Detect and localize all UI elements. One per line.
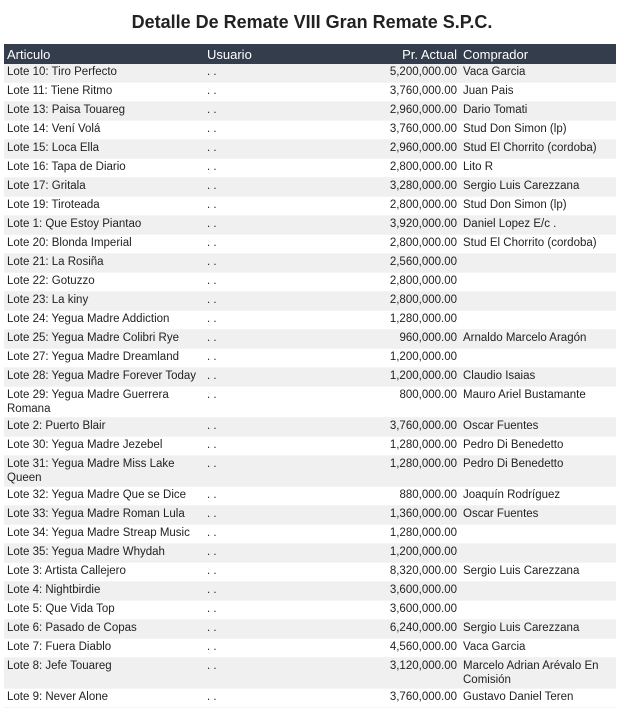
- cell-articulo: Lote 31: Yegua Madre Miss Lake Queen: [4, 456, 204, 487]
- cell-usuario: . .: [204, 456, 336, 487]
- cell-usuario: . .: [204, 620, 336, 639]
- cell-comprador: Dario Tomati: [460, 102, 616, 121]
- auction-table: [4, 44, 616, 708]
- cell-articulo: Lote 21: La Rosiña: [4, 254, 204, 273]
- cell-comprador: Juan Pais: [460, 83, 616, 102]
- cell-usuario: . .: [204, 159, 336, 178]
- cell-precio: 1,360,000.00: [336, 506, 460, 525]
- cell-usuario: . .: [204, 563, 336, 582]
- column-header-usuario[interactable]: Usuario: [204, 44, 336, 64]
- cell-precio: 8,320,000.00: [336, 563, 460, 582]
- cell-comprador: Daniel Lopez E/c .: [460, 216, 616, 235]
- table-row[interactable]: [4, 689, 616, 708]
- table-row[interactable]: [4, 418, 616, 437]
- cell-precio: 1,200,000.00: [336, 368, 460, 387]
- cell-articulo: Lote 15: Loca Ella: [4, 140, 204, 159]
- cell-articulo: Lote 33: Yegua Madre Roman Lula: [4, 506, 204, 525]
- cell-precio: 960,000.00: [336, 330, 460, 349]
- cell-usuario: . .: [204, 387, 336, 418]
- cell-precio: 1,200,000.00: [336, 349, 460, 368]
- cell-comprador: [460, 601, 616, 620]
- table-row[interactable]: [4, 506, 616, 525]
- table-row[interactable]: [4, 330, 616, 349]
- table-row[interactable]: [4, 178, 616, 197]
- cell-precio: 2,800,000.00: [336, 235, 460, 254]
- cell-precio: 3,600,000.00: [336, 601, 460, 620]
- cell-articulo: Lote 6: Pasado de Copas: [4, 620, 204, 639]
- cell-comprador: Joaquín Rodríguez: [460, 487, 616, 506]
- cell-usuario: . .: [204, 83, 336, 102]
- cell-comprador: Oscar Fuentes: [460, 506, 616, 525]
- cell-usuario: . .: [204, 292, 336, 311]
- cell-precio: 3,760,000.00: [336, 689, 460, 708]
- cell-usuario: . .: [204, 216, 336, 235]
- cell-usuario: . .: [204, 658, 336, 689]
- cell-comprador: [460, 292, 616, 311]
- cell-comprador: Stud Don Simon (lp): [460, 121, 616, 140]
- cell-articulo: Lote 14: Vení Volá: [4, 121, 204, 140]
- cell-articulo: Lote 27: Yegua Madre Dreamland: [4, 349, 204, 368]
- cell-comprador: Claudio Isaias: [460, 368, 616, 387]
- cell-usuario: . .: [204, 418, 336, 437]
- cell-comprador: [460, 525, 616, 544]
- table-row[interactable]: [4, 273, 616, 292]
- cell-precio: 1,280,000.00: [336, 456, 460, 487]
- cell-articulo: Lote 8: Jefe Touareg: [4, 658, 204, 689]
- cell-usuario: . .: [204, 254, 336, 273]
- table-row[interactable]: [4, 544, 616, 563]
- cell-articulo: Lote 30: Yegua Madre Jezebel: [4, 437, 204, 456]
- cell-precio: 2,960,000.00: [336, 140, 460, 159]
- column-header-comprador[interactable]: Comprador: [460, 44, 616, 64]
- cell-usuario: . .: [204, 330, 336, 349]
- cell-usuario: . .: [204, 178, 336, 197]
- table-row[interactable]: [4, 368, 616, 387]
- table-row[interactable]: [4, 311, 616, 330]
- cell-comprador: Arnaldo Marcelo Aragón: [460, 330, 616, 349]
- cell-precio: 3,600,000.00: [336, 582, 460, 601]
- table-row[interactable]: [4, 349, 616, 368]
- table-row[interactable]: [4, 525, 616, 544]
- cell-articulo: Lote 19: Tiroteada: [4, 197, 204, 216]
- cell-usuario: . .: [204, 273, 336, 292]
- cell-articulo: Lote 34: Yegua Madre Streap Music: [4, 525, 204, 544]
- cell-precio: 2,560,000.00: [336, 254, 460, 273]
- cell-comprador: Stud El Chorrito (cordoba): [460, 140, 616, 159]
- cell-precio: 3,760,000.00: [336, 418, 460, 437]
- cell-precio: 800,000.00: [336, 387, 460, 418]
- table-row[interactable]: [4, 197, 616, 216]
- cell-usuario: . .: [204, 368, 336, 387]
- cell-articulo: Lote 7: Fuera Diablo: [4, 639, 204, 658]
- table-row[interactable]: [4, 487, 616, 506]
- cell-articulo: Lote 5: Que Vida Top: [4, 601, 204, 620]
- cell-comprador: [460, 311, 616, 330]
- cell-articulo: Lote 10: Tiro Perfecto: [4, 64, 204, 83]
- cell-comprador: [460, 582, 616, 601]
- table-row[interactable]: [4, 102, 616, 121]
- cell-usuario: . .: [204, 544, 336, 563]
- table-row[interactable]: [4, 658, 616, 689]
- cell-precio: 2,800,000.00: [336, 197, 460, 216]
- cell-articulo: Lote 11: Tiene Ritmo: [4, 83, 204, 102]
- cell-comprador: Vaca Garcia: [460, 64, 616, 83]
- cell-usuario: . .: [204, 197, 336, 216]
- cell-usuario: . .: [204, 437, 336, 456]
- cell-comprador: Stud El Chorrito (cordoba): [460, 235, 616, 254]
- cell-comprador: Mauro Ariel Bustamante: [460, 387, 616, 418]
- cell-articulo: Lote 24: Yegua Madre Addiction: [4, 311, 204, 330]
- cell-comprador: Pedro Di Benedetto: [460, 456, 616, 487]
- cell-precio: 3,760,000.00: [336, 121, 460, 140]
- cell-usuario: . .: [204, 235, 336, 254]
- table-row[interactable]: [4, 254, 616, 273]
- cell-precio: 2,960,000.00: [336, 102, 460, 121]
- cell-precio: 3,760,000.00: [336, 83, 460, 102]
- cell-precio: 1,280,000.00: [336, 311, 460, 330]
- cell-usuario: . .: [204, 140, 336, 159]
- cell-usuario: . .: [204, 582, 336, 601]
- cell-usuario: . .: [204, 639, 336, 658]
- cell-precio: 2,800,000.00: [336, 292, 460, 311]
- table-row[interactable]: [4, 83, 616, 102]
- cell-precio: 4,560,000.00: [336, 639, 460, 658]
- cell-articulo: Lote 22: Gotuzzo: [4, 273, 204, 292]
- cell-usuario: . .: [204, 349, 336, 368]
- table-header-row: [4, 44, 616, 64]
- table-row[interactable]: [4, 121, 616, 140]
- cell-usuario: . .: [204, 601, 336, 620]
- cell-usuario: . .: [204, 506, 336, 525]
- cell-articulo: Lote 23: La kiny: [4, 292, 204, 311]
- cell-usuario: . .: [204, 487, 336, 506]
- cell-articulo: Lote 29: Yegua Madre Guerrera Romana: [4, 387, 204, 418]
- table-row[interactable]: [4, 292, 616, 311]
- cell-articulo: Lote 20: Blonda Imperial: [4, 235, 204, 254]
- cell-articulo: Lote 16: Tapa de Diario: [4, 159, 204, 178]
- cell-precio: 3,920,000.00: [336, 216, 460, 235]
- cell-comprador: [460, 273, 616, 292]
- cell-articulo: Lote 13: Paisa Touareg: [4, 102, 204, 121]
- cell-precio: 5,200,000.00: [336, 64, 460, 83]
- table-row[interactable]: [4, 387, 616, 418]
- cell-comprador: Marcelo Adrian Arévalo En Comisión: [460, 658, 616, 689]
- cell-precio: 1,280,000.00: [336, 437, 460, 456]
- cell-comprador: Sergio Luis Carezzana: [460, 178, 616, 197]
- cell-precio: 1,200,000.00: [336, 544, 460, 563]
- cell-precio: 1,280,000.00: [336, 525, 460, 544]
- cell-comprador: Gustavo Daniel Teren: [460, 689, 616, 708]
- cell-articulo: Lote 28: Yegua Madre Forever Today: [4, 368, 204, 387]
- table-row[interactable]: [4, 216, 616, 235]
- cell-precio: 3,280,000.00: [336, 178, 460, 197]
- cell-comprador: Lito R: [460, 159, 616, 178]
- cell-precio: 2,800,000.00: [336, 273, 460, 292]
- cell-precio: 880,000.00: [336, 487, 460, 506]
- cell-articulo: Lote 35: Yegua Madre Whydah: [4, 544, 204, 563]
- table-row[interactable]: [4, 639, 616, 658]
- table-row[interactable]: [4, 437, 616, 456]
- column-header-articulo[interactable]: Articulo: [4, 44, 204, 64]
- table-row[interactable]: [4, 235, 616, 254]
- cell-usuario: . .: [204, 525, 336, 544]
- cell-articulo: Lote 25: Yegua Madre Colibri Rye: [4, 330, 204, 349]
- cell-comprador: [460, 254, 616, 273]
- cell-precio: 2,800,000.00: [336, 159, 460, 178]
- cell-comprador: Pedro Di Benedetto: [460, 437, 616, 456]
- table-body: [4, 64, 616, 708]
- cell-precio: 6,240,000.00: [336, 620, 460, 639]
- cell-comprador: [460, 349, 616, 368]
- cell-usuario: . .: [204, 121, 336, 140]
- cell-usuario: . .: [204, 311, 336, 330]
- cell-articulo: Lote 1: Que Estoy Piantao: [4, 216, 204, 235]
- cell-usuario: . .: [204, 689, 336, 708]
- table-row[interactable]: [4, 582, 616, 601]
- cell-comprador: Oscar Fuentes: [460, 418, 616, 437]
- cell-comprador: Stud Don Simon (lp): [460, 197, 616, 216]
- cell-usuario: . .: [204, 102, 336, 121]
- cell-comprador: [460, 544, 616, 563]
- table-row[interactable]: [4, 620, 616, 639]
- cell-comprador: Sergio Luis Carezzana: [460, 563, 616, 582]
- cell-usuario: . .: [204, 64, 336, 83]
- column-header-precio[interactable]: Pr. Actual: [336, 44, 460, 64]
- table-row[interactable]: [4, 140, 616, 159]
- cell-comprador: Sergio Luis Carezzana: [460, 620, 616, 639]
- table-row[interactable]: [4, 456, 616, 487]
- table-row[interactable]: [4, 563, 616, 582]
- table-row[interactable]: [4, 159, 616, 178]
- cell-articulo: Lote 17: Gritala: [4, 178, 204, 197]
- table-row[interactable]: [4, 64, 616, 83]
- cell-articulo: Lote 4: Nightbirdie: [4, 582, 204, 601]
- cell-articulo: Lote 2: Puerto Blair: [4, 418, 204, 437]
- cell-articulo: Lote 3: Artista Callejero: [4, 563, 204, 582]
- cell-articulo: Lote 9: Never Alone: [4, 689, 204, 708]
- cell-precio: 3,120,000.00: [336, 658, 460, 689]
- cell-comprador: Vaca Garcia: [460, 639, 616, 658]
- table-row[interactable]: [4, 601, 616, 620]
- cell-articulo: Lote 32: Yegua Madre Que se Dice: [4, 487, 204, 506]
- page-title: Detalle De Remate VIII Gran Remate S.P.C.: [131, 12, 493, 32]
